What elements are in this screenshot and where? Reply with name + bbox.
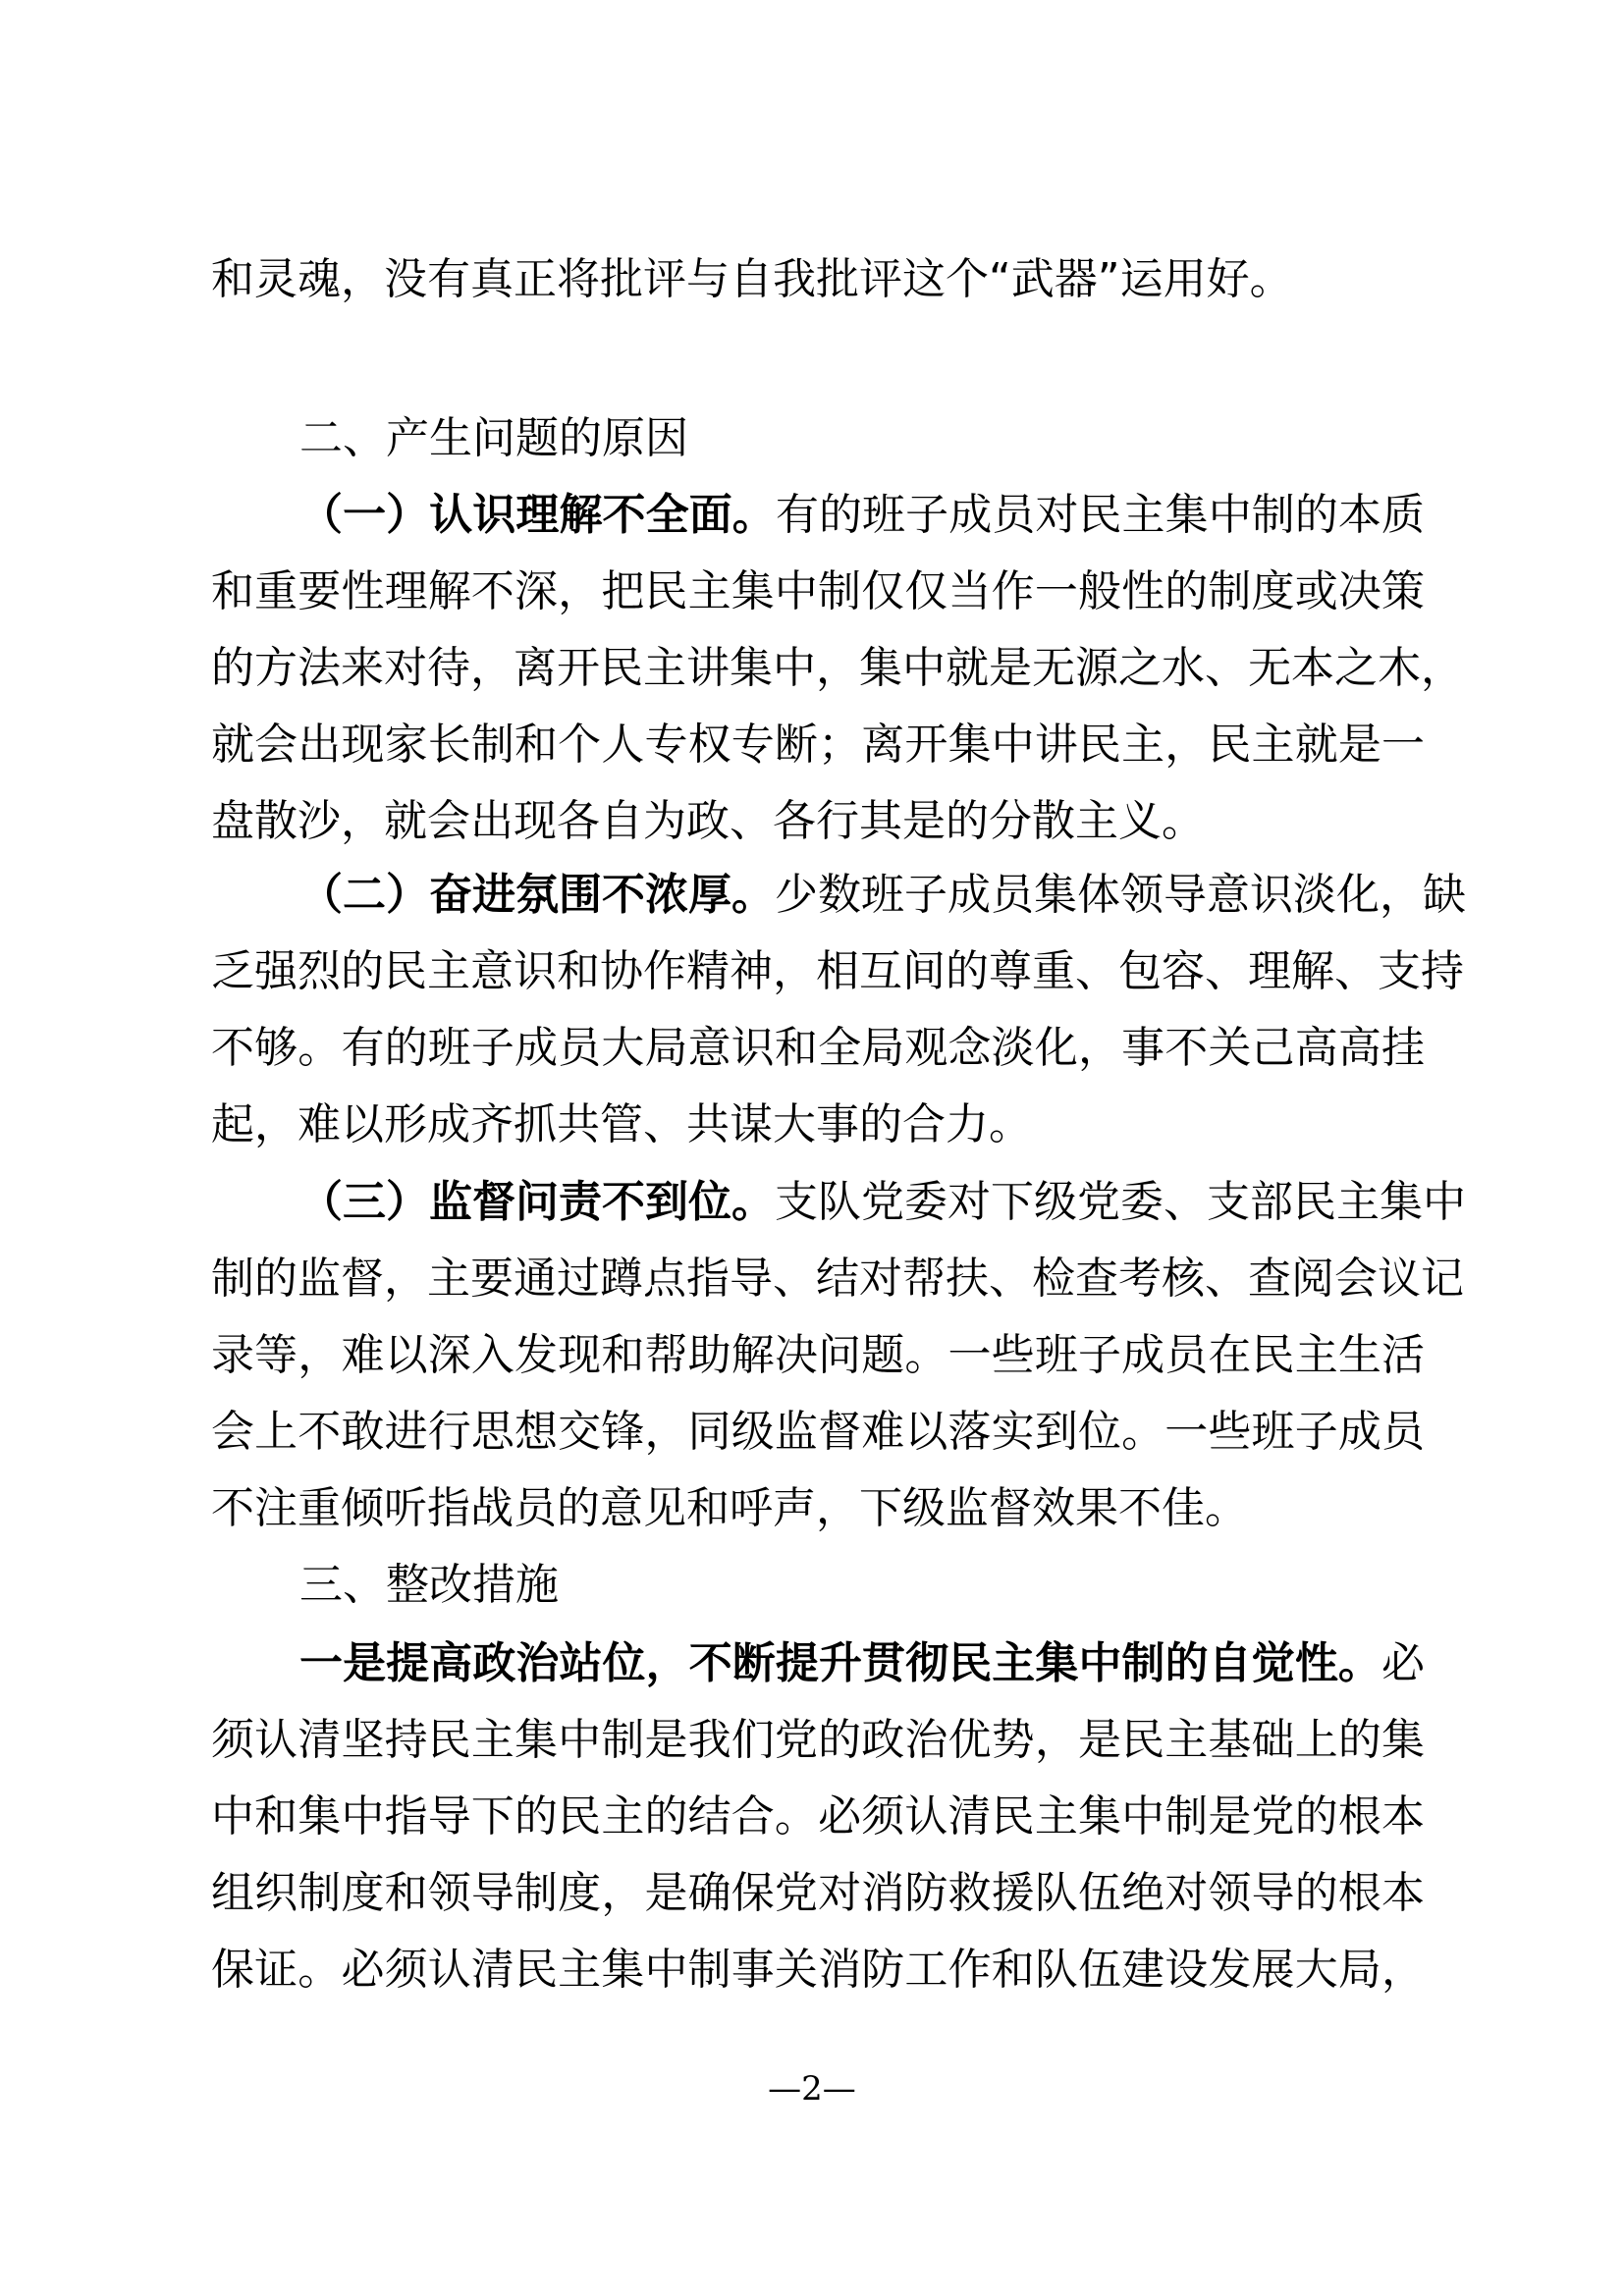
paragraph-line <box>211 562 1425 621</box>
subsection-line <box>299 866 1466 925</box>
bold-lead-text: 一是提高政治站位，不断提升贯彻民主集中制的自觉性。 <box>299 1638 1381 1688</box>
line-text: 和重要性理解不深，把民主集中制仅仅当作一般性的制度或决策 <box>211 566 1425 616</box>
line-text: 支队党委对下级党委、支部民主集中 <box>775 1177 1466 1227</box>
line-text: 三、整改措施 <box>299 1560 559 1610</box>
line-text: 中和集中指导下的民主的结合。必须认清民主集中制是党的根本 <box>211 1791 1425 1842</box>
bold-lead-text: （三）监督问责不到位。 <box>299 1177 775 1227</box>
line-text: 录等，难以深入发现和帮助解决问题。一些班子成员在民主生活 <box>211 1330 1425 1380</box>
paragraph-line <box>211 1788 1425 1846</box>
paragraph-line <box>211 942 1464 1001</box>
paragraph-line <box>211 1250 1464 1308</box>
paragraph-line <box>211 639 1464 698</box>
subsection-line <box>299 486 1425 545</box>
line-text: 就会出现家长制和个人专权专断；离开集中讲民主，民主就是一 <box>211 720 1425 770</box>
paragraph-line <box>211 1864 1425 1923</box>
paragraph-line <box>211 1019 1425 1078</box>
line-text: 少数班子成员集体领导意识淡化，缺 <box>775 870 1466 920</box>
line-text: 起，难以形成齐抓共管、共谋大事的合力。 <box>211 1099 1032 1149</box>
line-text: 须认清坚持民主集中制是我们党的政治优势，是民主基础上的集 <box>211 1715 1425 1765</box>
subsection-line <box>299 1173 1466 1232</box>
line-text: 不够。有的班子成员大局意识和全局观念淡化，事不关己高高挂 <box>211 1023 1425 1073</box>
paragraph-line <box>211 1095 1425 1154</box>
line-text: 有的班子成员对民主集中制的本质 <box>775 490 1426 540</box>
paragraph-line <box>211 1479 1425 1538</box>
paragraph-line <box>211 1326 1425 1385</box>
line-text: 不注重倾听指战员的意见和呼声，下级监督效果不佳。 <box>211 1483 1248 1533</box>
line-text: 二、产生问题的原因 <box>299 413 688 463</box>
paragraph-line <box>211 1941 1425 2000</box>
line-text: 和灵魂，没有真正将批评与自我批评这个“武器”运用好。 <box>211 254 1293 304</box>
paragraph-line <box>211 716 1425 774</box>
section-heading <box>299 409 1425 468</box>
page-number: —2— <box>768 2069 856 2109</box>
line-text: 会上不敢进行思想交锋，同级监督难以落实到位。一些班子成员 <box>211 1407 1425 1457</box>
line-text: 的方法来对待，离开民主讲集中，集中就是无源之水、无本之木， <box>211 643 1464 693</box>
paragraph-line <box>211 1403 1425 1462</box>
paragraph-line <box>211 1711 1425 1770</box>
line-text: 盘散沙，就会出现各自为政、各行其是的分散主义。 <box>211 796 1205 846</box>
paragraph-line <box>211 792 1425 851</box>
section-heading <box>299 1556 1425 1615</box>
line-text: 必 <box>1381 1638 1425 1688</box>
line-text: 组织制度和领导制度，是确保党对消防救援队伍绝对领导的根本 <box>211 1868 1425 1918</box>
line-text: 保证。必须认清民主集中制事关消防工作和队伍建设发展大局， <box>211 1945 1425 1995</box>
measure-line <box>299 1634 1425 1693</box>
bold-lead-text: （一）认识理解不全面。 <box>299 490 776 540</box>
line-text: 乏强烈的民主意识和协作精神，相互间的尊重、包容、理解、支持 <box>211 946 1464 996</box>
bold-lead-text: （二）奋进氛围不浓厚。 <box>299 870 775 920</box>
paragraph-line <box>211 250 1425 309</box>
line-text: 制的监督，主要通过蹲点指导、结对帮扶、检查考核、查阅会议记 <box>211 1254 1464 1304</box>
